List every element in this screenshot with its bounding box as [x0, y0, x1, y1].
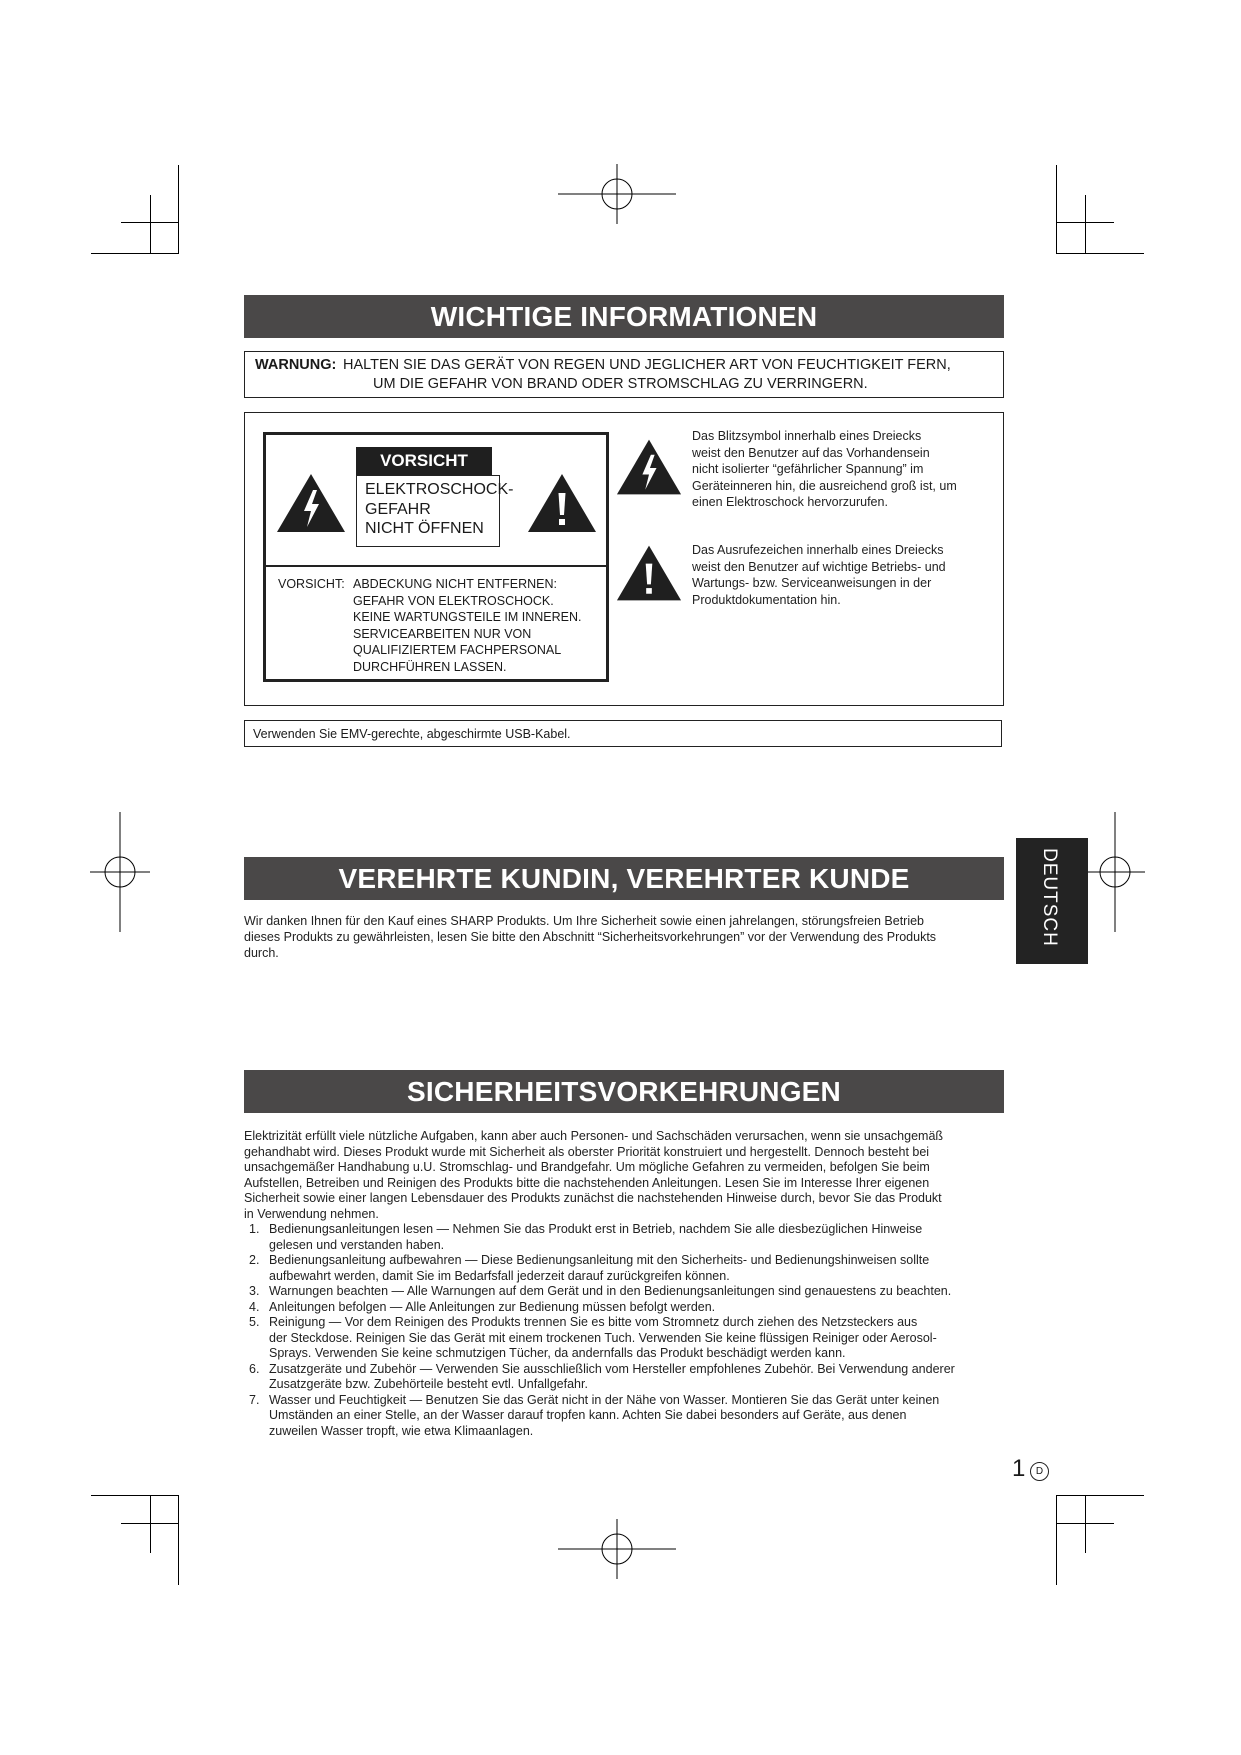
caution-header: VORSICHT [356, 447, 492, 475]
exclamation-triangle-icon [616, 543, 682, 603]
caution-lower-line: DURCHFÜHREN LASSEN. [353, 659, 507, 674]
paragraph-line: gehandhabt wird. Dieses Produkt wurde mit Sicherheit als oberster Priorität konstruiert und hergestellt. Dennoch besteht bei [244, 1144, 930, 1159]
caution-lower-label: VORSICHT: [278, 577, 345, 591]
registration-mark-right [1085, 812, 1145, 932]
list-line: zuweilen Wasser tropft, wie etwa Klimaanlagen. [269, 1423, 534, 1438]
list-line: Umständen an einer Stelle, an der Wasser darauf tropfen kann. Achten Sie dabei besonders auf Geräte, aus denen [269, 1408, 907, 1422]
safety-list [244, 1222, 1014, 1439]
list-item [244, 1300, 1014, 1316]
section-title-info: WICHTIGE INFORMATIONEN [244, 295, 1004, 338]
list-line: Bedienungsanleitung aufbewahren — Diese Bedienungsanleitung mit den Sicherheits- und Bedienungshinweisen sollte [269, 1253, 930, 1267]
list-line: der Steckdose. Reinigen Sie das Gerät mit einem trockenen Tuch. Verwenden Sie keine flüssigen Reiniger oder Aerosol- [269, 1330, 937, 1345]
caution-label [263, 432, 609, 682]
exclamation-description [692, 542, 946, 608]
paragraph-line: in Verwendung nehmen. [244, 1206, 379, 1221]
paragraph-line: Elektrizität erfüllt viele nützliche Aufgaben, kann aber auch Personen- und Sachschäden verursachen, wenn sie unsachgemäß [244, 1129, 944, 1143]
list-item [244, 1253, 1014, 1284]
customer-paragraph [244, 913, 936, 961]
list-line: aufbewahrt werden, damit Sie im Bedarfsfall jederzeit darauf zurückgreifen können. [269, 1268, 730, 1283]
caution-lower-line: GEFAHR VON ELEKTROSCHOCK. [353, 593, 554, 608]
page-language-mark: D [1030, 1462, 1049, 1481]
list-line: Bedienungsanleitungen lesen — Nehmen Sie das Produkt erst in Betrieb, nachdem Sie alle diesbezüglichen Hinweise [269, 1222, 923, 1236]
list-line: Zusatzgeräte und Zubehör — Verwenden Sie ausschließlich vom Hersteller empfohlenes Zubehör. Bei Verwendung anderer [269, 1361, 955, 1376]
caution-lower-line: QUALIFIZIERTEM FACHPERSONAL [353, 643, 562, 657]
warning-box [244, 351, 1004, 398]
language-tab [1016, 838, 1088, 964]
list-item [244, 1222, 1014, 1253]
caution-lower-line: SERVICEARBEITEN NUR VON [353, 626, 532, 641]
paragraph-line: durch. [244, 946, 279, 960]
paragraph-line: unsachgemäßer Handhabung u.U. Stromschlag- und Brandgefahr. Um mögliche Gefahren zu vermeiden, befolgen Sie beim [244, 1160, 930, 1174]
exclamation-triangle-icon [527, 473, 597, 533]
caution-body [356, 475, 514, 547]
safety-intro [244, 1129, 943, 1222]
description-line: Produktdokumentation hin. [692, 592, 841, 607]
page-number: 1 [1012, 1455, 1026, 1482]
list-number: 2. [249, 1253, 260, 1267]
caution-lower-line: KEINE WARTUNGSTEILE IM INNEREN. [353, 610, 582, 624]
list-line: Warnungen beachten — Alle Warnungen auf dem Gerät und in den Bedienungsanleitungen sind genauestens zu beachten. [269, 1284, 952, 1298]
paragraph-line: dieses Produkts zu gewährleisten, lesen Sie bitte den Abschnitt “Sicherheitsvorkehrungen” vor der Verwendung des Produkts [244, 930, 937, 944]
caution-body-line: NICHT ÖFFNEN [365, 520, 484, 537]
list-line: Reinigung — Vor dem Reinigen des Produkts trennen Sie es bitte vom Stromnetz durch ziehen des Netzsteckers aus [269, 1315, 918, 1329]
lightning-description [692, 428, 957, 511]
usb-note: Verwenden Sie EMV-gerechte, abgeschirmte USB-Kabel. [244, 720, 1002, 747]
description-line: Das Blitzsymbol innerhalb eines Dreiecks [692, 429, 922, 443]
warning-label: WARNUNG: [255, 357, 337, 373]
paragraph-line: Wir danken Ihnen für den Kauf eines SHARP Produkts. Um Ihre Sicherheit sowie einen jahrelangen, störungsfreien Betrieb [244, 914, 925, 928]
list-item [244, 1315, 1014, 1362]
list-number: 1. [249, 1222, 260, 1236]
list-line: Zusatzgeräte bzw. Zubehörteile besteht evtl. Unfallgefahr. [269, 1377, 588, 1391]
list-number: 6. [249, 1361, 260, 1376]
paragraph-line: Sicherheit sowie einer langen Lebensdauer des Produkts zunächst die nachstehenden Hinweise durch, bevor Sie das Produkt [244, 1191, 942, 1205]
description-line: Das Ausrufezeichen innerhalb eines Dreiecks [692, 543, 944, 557]
lightning-triangle-icon [616, 437, 682, 497]
description-line: einen Elektroschock hervorzurufen. [692, 495, 888, 509]
list-item [244, 1393, 1014, 1440]
list-number: 7. [249, 1392, 260, 1407]
description-line: Wartungs- bzw. Serviceanweisungen in der [692, 576, 932, 590]
list-item [244, 1284, 1014, 1300]
description-line: weist den Benutzer auf das Vorhandensein [692, 445, 930, 460]
warning-text-line: HALTEN SIE DAS GERÄT VON REGEN UND JEGLICHER ART VON FEUCHTIGKEIT FERN, [343, 357, 951, 373]
registration-mark-top [558, 164, 678, 224]
section-title-customer: VEREHRTE KUNDIN, VEREHRTER KUNDE [244, 857, 1004, 900]
registration-mark-bottom [558, 1519, 678, 1579]
list-line: Wasser und Feuchtigkeit — Benutzen Sie das Gerät nicht in der Nähe von Wasser. Montieren Sie das Gerät unter keinen [269, 1392, 940, 1407]
section-title-safety: SICHERHEITSVORKEHRUNGEN [244, 1070, 1004, 1113]
description-line: Geräteinneren hin, die ausreichend groß ist, um [692, 478, 957, 493]
list-line: Anleitungen befolgen — Alle Anleitungen zur Bedienung müssen befolgt werden. [269, 1299, 716, 1314]
description-line: nicht isolierter “gefährlicher Spannung” im [692, 462, 924, 476]
paragraph-line: Aufstellen, Betreiben und Reinigen des Produkts bitte die nachstehenden Anleitungen. Lesen Sie im Interesse Ihrer eigenen [244, 1175, 930, 1190]
description-line: weist den Benutzer auf wichtige Betriebs- und [692, 559, 946, 574]
lightning-triangle-icon [276, 473, 346, 533]
list-number: 4. [249, 1299, 260, 1314]
warning-text-line: UM DIE GEFAHR VON BRAND ODER STROMSCHLAG ZU VERRINGERN. [373, 376, 868, 392]
list-number: 3. [249, 1284, 260, 1298]
caution-body-line: GEFAHR [365, 500, 431, 518]
language-tab-label: DEUTSCH [1039, 848, 1060, 947]
caution-lower-line: ABDECKUNG NICHT ENTFERNEN: [353, 577, 557, 591]
list-number: 5. [249, 1315, 260, 1329]
caution-body-line: ELEKTROSCHOCK- [365, 481, 514, 498]
list-line: gelesen und verstanden haben. [269, 1237, 445, 1252]
divider [266, 565, 606, 567]
list-line: Sprays. Verwenden Sie keine schmutzigen Tücher, da andernfalls das Produkt beschädigt werden kann. [269, 1346, 846, 1360]
list-item [244, 1362, 1014, 1393]
registration-mark-left [90, 812, 150, 932]
